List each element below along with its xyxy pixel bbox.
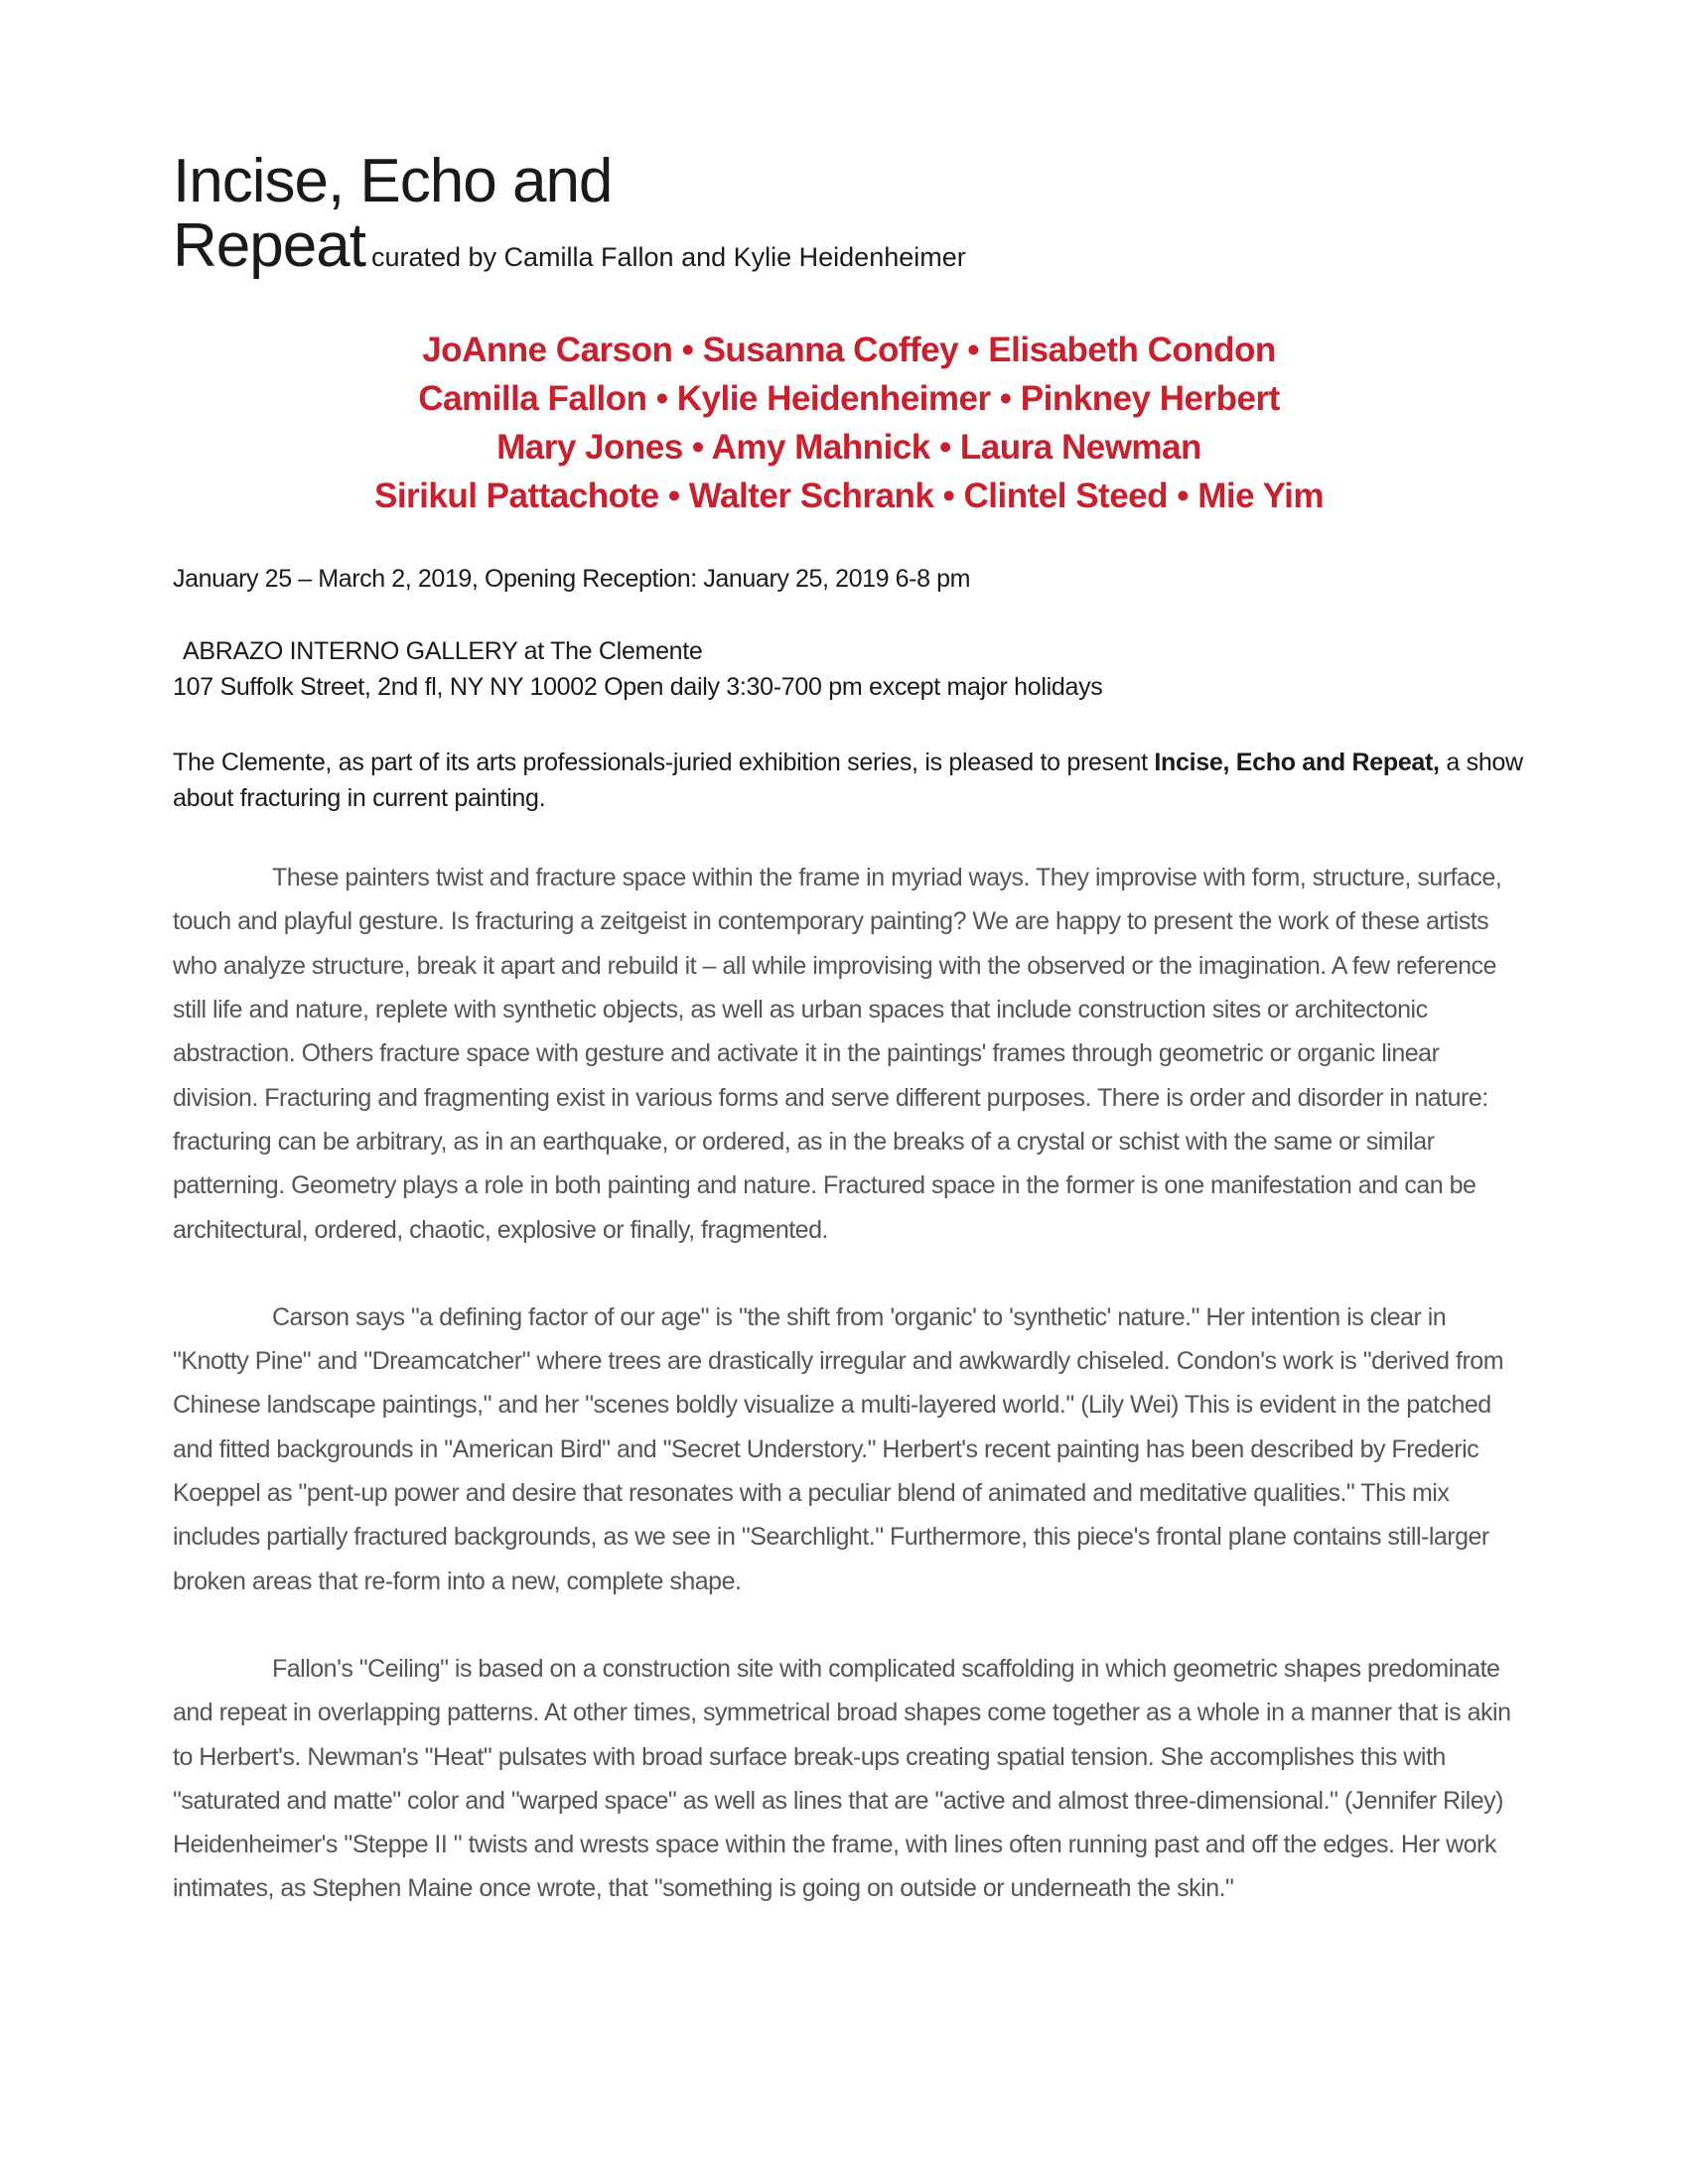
paragraph-spacer [173, 1603, 1525, 1647]
artist-line: Sirikul Pattachote • Walter Schrank • Clintel Steed • Mie Yim [373, 477, 1325, 516]
intro-show-title: Incise, Echo and Repeat, [1154, 749, 1440, 777]
intro-paragraph [173, 745, 1525, 816]
artist-line: JoAnne Carson • Susanna Coffey • Elisabeth Condon [422, 331, 1276, 370]
artist-list [173, 326, 1525, 520]
body-paragraph: Fallon's "Ceiling" is based on a construction site with complicated scaffolding in which geometric shapes predominate and repeat in overlapping patterns. At other times, symmetrical broad shapes come together as a whole in a manner that is akin to Herbert's. Newman's "Heat" pulsates with broad surface break-ups creating spatial tension. She accomplishes this with "saturated and matte" color and "warped space" as well as lines that are "active and almost three-dimensional." (Jennifer Riley) Heidenheimer's "Steppe II " twists and wrests space within the frame, with lines often running past and off the edges. Her work intimates, as Stephen Maine once wrote, that "something is going on outside or underneath the skin." [173, 1654, 1511, 1903]
title-line-1: Incise, Echo and [173, 147, 613, 215]
title-line-2 [173, 211, 1525, 281]
gallery-address: 107 Suffolk Street, 2nd fl, NY NY 10002 Open daily 3:30-700 pm except major holidays [173, 673, 1103, 702]
curated-by: curated by Camilla Fallon and Kylie Heidenheimer [370, 242, 966, 273]
document-page [173, 149, 1525, 1911]
body-paragraph: Carson says "a defining factor of our age" is "the shift from 'organic' to 'synthetic' nature." Her intention is clear in "Knotty Pine" and "Dreamcatcher" where trees are drastically irregular and awkwardly chiseled. Condon's work is "derived from Chinese landscape paintings," and her "scenes boldly visualize a multi-layered world." (Lily Wei) This is evident in the patched and fitted backgrounds in "American Bird" and "Secret Understory." Herbert's recent painting has been described by Frederic Koeppel as "pent-up power and desire that resonates with a peculiar blend of animated and meditative qualities." This mix includes partially fractured backgrounds, as we see in "Searchlight." Furthermore, this piece's frontal plane contains still-larger broken areas that re-form into a new, complete shape. [173, 1302, 1504, 1595]
gallery-name: ABRAZO INTERNO GALLERY at The Clemente [183, 637, 703, 666]
exhibition-dates: January 25 – March 2, 2019, Opening Reception: January 25, 2019 6-8 pm [173, 565, 971, 594]
title-repeat: Repeat [173, 211, 365, 281]
intro-text: The Clemente, as part of its arts professionals-juried exhibition series, is pleased to present [173, 749, 1155, 777]
paragraph-spacer [173, 1252, 1525, 1296]
venue-info [173, 633, 1525, 705]
body-paragraph: These painters twist and fracture space within the frame in myriad ways. They improvise with form, structure, surface, touch and playful gesture. Is fracturing a zeitgeist in contemporary painting? We are happy to present the work of these artists who analyze structure, break it apart and rebuild it – all while improvising with the observed or the imagination. A few reference still life and nature, replete with synthetic objects, as well as urban spaces that include construction sites or architectonic abstraction. Others fracture space with gesture and activate it in the paintings' frames through geometric or organic linear division. Fracturing and fragmenting exist in various forms and serve different purposes. There is order and disorder in nature: fracturing can be arbitrary, as in an earthquake, or ordered, as in the breaks of a crystal or schist with the same or similar patterning. Geometry plays a role in both painting and nature. Fractured space in the former is one manifestation and can be architectural, ordered, chaotic, explosive or finally, fragmented. [173, 864, 1502, 1244]
intro-text-end: a show about fracturing in current painting. [173, 749, 1523, 813]
artist-line: Camilla Fallon • Kylie Heidenheimer • Pinkney Herbert [418, 379, 1280, 419]
artist-line: Mary Jones • Amy Mahnick • Laura Newman [496, 428, 1201, 468]
